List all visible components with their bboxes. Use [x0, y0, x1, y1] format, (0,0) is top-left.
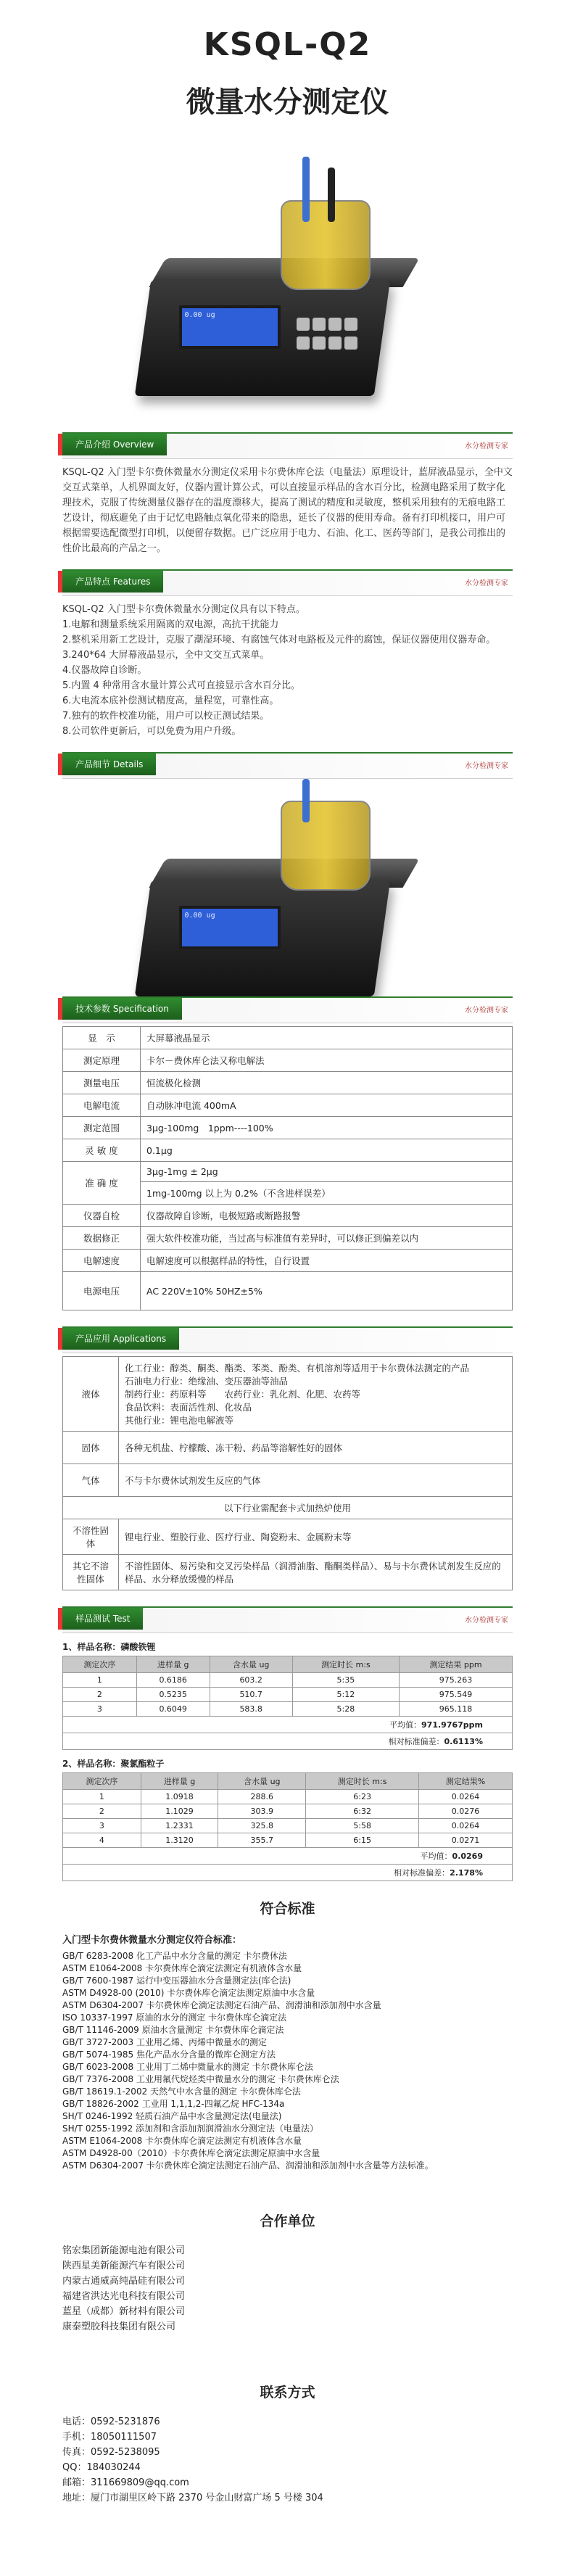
spec-key: 电解电流	[63, 1094, 141, 1117]
overview-text: KSQL-Q2 入门型卡尔费休微量水分测定仪采用卡尔费休库仑法（电量法）原理设计，蓝屏液晶显示，全中文交互式菜单，人机界面友好，仪器内置计算公式，可以直接显示样品的含水百分比，检测电路采用了数字化理技术，克服了传统测量仪器存在的温度漂移大，提高了测试的精度和灵敏度，整机采用独有的无痕电路工艺设计，彻底避免了由于记忆电路触点氧化带来的隐患，延长了仪器的使用寿命。备有打印机接口，用户可根据需要选配微型打印机，以便留存数据。已广泛应用于电力、石油、化工、医药等部门，是我公司推出的性价比最高的产品之一。	[62, 467, 513, 554]
cell: 0.0264	[419, 1819, 513, 1833]
spec-key: 灵 敏 度	[63, 1139, 141, 1162]
spec-value: 0.1μg	[141, 1139, 513, 1162]
cell: 975.263	[400, 1673, 513, 1688]
table-row	[63, 1819, 513, 1833]
app-key: 不溶性固体	[63, 1519, 119, 1555]
spec-table	[62, 1026, 513, 1310]
standards-title: 入门型卡尔费休微量水分测定仪符合标准：	[62, 1935, 242, 1946]
spec-value: 3μg-100mg 1ppm----100%	[141, 1117, 513, 1139]
apps-banner	[62, 1326, 513, 1353]
features-list	[62, 602, 513, 739]
app-key: 其它不溶性固体	[63, 1555, 119, 1590]
avg-value: 0.0269	[452, 1852, 483, 1861]
spec-value: 卡尔－费休库仑法又称电解法	[141, 1049, 513, 1072]
standard-item: GB/T 7600-1987 运行中变压器油水分含量测定法(库仑法)	[62, 1976, 291, 1986]
details-banner	[62, 752, 513, 779]
feature-item: 8.公司软件更新后，可以免费为用户升级。	[62, 726, 241, 737]
spec-key: 准 确 度	[63, 1162, 141, 1205]
product-name: 微量水分测定仪	[186, 86, 389, 119]
app-key: 固体	[63, 1432, 119, 1464]
contact-list	[62, 2414, 513, 2506]
table-row	[63, 1717, 513, 1733]
spec-key: 显 示	[63, 1027, 141, 1049]
product-image	[99, 142, 476, 432]
cell: 1.1029	[141, 1804, 218, 1819]
spec-banner	[62, 996, 513, 1023]
device-screen: 0.00 ug	[179, 906, 281, 949]
test-tag: 样品测试 Test	[62, 1608, 143, 1630]
table-row	[63, 1049, 513, 1072]
apps-table	[62, 1356, 513, 1590]
cell: 975.549	[400, 1688, 513, 1702]
standard-item: GB/T 3727-2003 工业用乙烯、丙烯中微量水的测定	[62, 2037, 267, 2047]
avg-label: 平均值：	[420, 1852, 452, 1861]
cell: 2	[63, 1688, 137, 1702]
test-banner	[62, 1606, 513, 1633]
feature-item: 1.电解和测量系统采用隔离的双电源，高抗干扰能力	[62, 619, 279, 630]
standard-item: GB/T 11146-2009 原油水含量测定 卡尔费休库仑滴定法	[62, 2025, 284, 2035]
features-banner	[62, 569, 513, 596]
features-tag: 产品特点 Features	[62, 571, 163, 593]
table-row	[63, 1432, 513, 1464]
table-row	[63, 1250, 513, 1272]
table-row	[63, 1733, 513, 1750]
summary-cell	[63, 1848, 513, 1865]
partner-item: 福建省洪达光电科技有限公司	[62, 2291, 186, 2302]
feature-item: 7.独有的软件校准功能，用户可以校正测试结果。	[62, 711, 270, 722]
standards-heading: 符合标准	[260, 1901, 315, 1917]
spec-value: 3μg-1mg ± 2μg	[141, 1162, 513, 1182]
spec-key: 测量电压	[63, 1072, 141, 1094]
cell: 1	[63, 1673, 137, 1688]
cell: 6:15	[306, 1833, 419, 1848]
cell: 1	[63, 1790, 141, 1804]
spec-value: 强大软件校准功能，当过高与标准值有差异时，可以修正到偏差以内	[141, 1227, 513, 1250]
cell: 5:28	[292, 1702, 399, 1717]
app-key: 液体	[63, 1357, 119, 1432]
electrode	[302, 157, 310, 222]
spec-key: 测定范围	[63, 1117, 141, 1139]
spec-tag: 技术参数 Specification	[62, 998, 182, 1020]
cell: 2	[63, 1804, 141, 1819]
standards-list	[62, 1950, 513, 2172]
partner-item: 陕西星美新能源汽车有限公司	[62, 2261, 186, 2271]
table-row	[63, 1702, 513, 1717]
spec-value: 1mg-100mg 以上为 0.2%（不含进样误差）	[141, 1182, 513, 1205]
feature-item: KSQL-Q2 入门型卡尔费休微量水分测定仪具有以下特点。	[62, 604, 305, 615]
electrode	[328, 168, 335, 222]
cell: 6:23	[306, 1790, 419, 1804]
titration-vessel	[281, 200, 371, 290]
partner-item: 蓝星（成都）新材料有限公司	[62, 2306, 186, 2317]
partners-heading: 合作单位	[260, 2213, 315, 2229]
app-value: 不与卡尔费休试剂发生反应的气体	[119, 1464, 513, 1497]
table-row	[63, 1673, 513, 1688]
table-header	[63, 1656, 513, 1673]
col-header: 测定时长 m:s	[292, 1656, 399, 1673]
spec-value: 恒流极化检测	[141, 1072, 513, 1094]
standard-item: GB/T 7376-2008 工业用氟代烷烃类中微量水分的测定 卡尔费休库仑法	[62, 2074, 339, 2084]
app-line: 化工行业：醇类、酮类、酯类、苯类、酚类、有机溶剂等适用于卡尔费休法测定的产品	[125, 1363, 470, 1374]
overview-tag: 产品介绍 Overview	[62, 434, 167, 455]
standard-item: ASTM E1064-2008 卡尔费休库仑滴定法测定有机液体含水量	[62, 1963, 302, 1973]
contact-phone: 电话：0592-5231876	[62, 2416, 160, 2427]
col-header: 测定结果%	[419, 1773, 513, 1790]
contact-mobile: 手机：18050111507	[62, 2432, 157, 2443]
standard-item: ASTM E1064-2008 卡尔费休库仑滴定法测定有机液体含水量	[62, 2136, 302, 2146]
summary-cell	[63, 1733, 513, 1750]
cell: 325.8	[218, 1819, 306, 1833]
rsd-value: 0.6113%	[444, 1737, 483, 1746]
cell: 0.5235	[136, 1688, 210, 1702]
cell: 0.0264	[419, 1790, 513, 1804]
contact-address: 地址：厦门市湖里区岭下路 2370 号金山财富广场 5 号楼 304	[62, 2493, 323, 2503]
standard-item: ASTM D4928-00（2010）卡尔费休库仑滴定法测定原油中水含量	[62, 2148, 320, 2158]
titration-vessel	[281, 801, 371, 891]
spec-key: 电源电压	[63, 1272, 141, 1310]
cell: 5:12	[292, 1688, 399, 1702]
cell: 5:35	[292, 1673, 399, 1688]
app-key: 气体	[63, 1464, 119, 1497]
table-row	[63, 1139, 513, 1162]
spec-key: 测定原理	[63, 1049, 141, 1072]
table-row	[63, 1497, 513, 1519]
model-title: KSQL-Q2	[203, 26, 372, 63]
col-header: 含水量 ug	[210, 1656, 292, 1673]
table-row	[63, 1848, 513, 1865]
app-note: 以下行业需配套卡式加热炉使用	[63, 1497, 513, 1519]
cell: 0.0276	[419, 1804, 513, 1819]
cell: 510.7	[210, 1688, 292, 1702]
partner-item: 内蒙古通威高纯晶硅有限公司	[62, 2276, 186, 2287]
test2-table	[62, 1772, 513, 1881]
cell: 1.2331	[141, 1819, 218, 1833]
cell: 0.0271	[419, 1833, 513, 1848]
standard-item: GB/T 18619.1-2002 天然气中水含量的测定 卡尔费休库仑法	[62, 2086, 301, 2097]
test1-table	[62, 1656, 513, 1750]
rsd-label: 相对标准偏差：	[394, 1868, 450, 1878]
app-line: 制药行业：药原料等 农药行业：乳化剂、化肥、农药等	[125, 1389, 361, 1400]
standard-item: ISO 10337-1997 原油的水分的测定 卡尔费休库仑滴定法	[62, 2012, 287, 2023]
cell: 0.6049	[136, 1702, 210, 1717]
cell: 1.3120	[141, 1833, 218, 1848]
avg-label: 平均值：	[389, 1720, 422, 1730]
standard-item: SH/T 0246-1992 轻质石油产品中水含量测定法(电量法)	[62, 2111, 282, 2121]
details-tag: 产品细节 Details	[62, 754, 156, 775]
overview-banner	[62, 432, 513, 459]
col-header: 进样量 g	[136, 1656, 210, 1673]
table-row	[63, 1272, 513, 1310]
col-header: 进样量 g	[141, 1773, 218, 1790]
cell: 5:58	[306, 1819, 419, 1833]
standard-item: GB/T 6023-2008 工业用丁二烯中微量水的测定 卡尔费休库仑法	[62, 2062, 313, 2072]
cell: 603.2	[210, 1673, 292, 1688]
feature-item: 5.内置 4 种常用含水量计算公式可直接显示含水百分比。	[62, 680, 300, 691]
contact-heading: 联系方式	[260, 2385, 315, 2400]
standard-item: GB/T 18826-2002 工业用 1,1,1,2-四氟乙烷 HFC-134a	[62, 2099, 285, 2109]
brand-tag: 水分检测专家	[465, 1007, 508, 1015]
feature-item: 3.240*64 大屏幕液晶显示，全中文交互式菜单。	[62, 650, 270, 661]
col-header: 测定次序	[63, 1656, 137, 1673]
table-row	[63, 1688, 513, 1702]
test2-title: 2、样品名称：聚氯酯粒子	[62, 1759, 165, 1769]
standard-item: ASTM D6304-2007 卡尔费休库仑滴定法测定石油产品、润滑油和添加剂中水含量	[62, 2000, 381, 2010]
standard-item: ASTM D4928-00 (2010) 卡尔费休库仑滴定法测定原油中水含量	[62, 1988, 315, 1998]
standard-item: ASTM D6304-2007 卡尔费休库仑滴定法测定石油产品、润滑油和添加剂中水含量等方法标准。	[62, 2160, 434, 2171]
device-keypad	[295, 316, 360, 352]
spec-key: 电解速度	[63, 1250, 141, 1272]
summary-cell	[63, 1717, 513, 1733]
app-line: 石油电力行业：绝缘油、变压器油等油品	[125, 1376, 289, 1387]
standard-item: SH/T 0255-1992 添加剂和含添加剂润滑油水分测定法（电量法）	[62, 2123, 319, 2134]
table-row	[63, 1464, 513, 1497]
avg-value: 971.9767ppm	[421, 1720, 483, 1730]
contact-email[interactable]: 邮箱：311669809@qq.com	[62, 2477, 189, 2488]
cell: 303.9	[218, 1804, 306, 1819]
col-header: 测定结果 ppm	[400, 1656, 513, 1673]
table-row	[63, 1094, 513, 1117]
standard-item: GB/T 6283-2008 化工产品中水分含量的测定 卡尔费休法	[62, 1951, 287, 1961]
contact-qq: QQ：184030244	[62, 2462, 141, 2473]
brand-tag: 水分检测专家	[465, 442, 508, 450]
app-value	[119, 1357, 513, 1432]
cell: 1.0918	[141, 1790, 218, 1804]
brand-tag: 水分检测专家	[465, 762, 508, 770]
app-line: 食品饮料：表面活性剂、化妆品	[125, 1402, 252, 1413]
cell: 583.8	[210, 1702, 292, 1717]
cell: 288.6	[218, 1790, 306, 1804]
table-row	[63, 1227, 513, 1250]
product-detail-image	[99, 779, 476, 996]
spec-value: 仪器故障自诊断，电极短路或断路报警	[141, 1205, 513, 1227]
contact-fax: 传真：0592-5238095	[62, 2447, 160, 2458]
cell: 6:32	[306, 1804, 419, 1819]
rsd-label: 相对标准偏差：	[388, 1737, 444, 1746]
table-row	[63, 1790, 513, 1804]
col-header: 含水量 ug	[218, 1773, 306, 1790]
col-header: 测定次序	[63, 1773, 141, 1790]
cell: 3	[63, 1702, 137, 1717]
app-value: 锂电行业、塑胶行业、医疗行业、陶瓷粉末、金属粉末等	[119, 1519, 513, 1555]
partner-item: 康泰塑胶科技集团有限公司	[62, 2321, 176, 2332]
table-row	[63, 1833, 513, 1848]
table-row	[63, 1804, 513, 1819]
app-value: 各种无机盐、柠檬酸、冻干粉、药品等溶解性好的固体	[119, 1432, 513, 1464]
rsd-value: 2.178%	[450, 1868, 483, 1878]
table-row	[63, 1519, 513, 1555]
table-header	[63, 1773, 513, 1790]
feature-item: 6.大电流本底补偿测试精度高，量程宽，可靠性高。	[62, 695, 279, 706]
table-row	[63, 1027, 513, 1049]
cell: 965.118	[400, 1702, 513, 1717]
cell: 355.7	[218, 1833, 306, 1848]
cell: 0.6186	[136, 1673, 210, 1688]
table-row	[63, 1555, 513, 1590]
feature-item: 2.整机采用新工艺设计，克服了潮湿环境、有腐蚀气体对电路板及元件的腐蚀，保证仪器使用仪器寿命。	[62, 635, 496, 645]
spec-key: 数据修正	[63, 1227, 141, 1250]
col-header: 测定时长 m:s	[306, 1773, 419, 1790]
test1-title: 1、样品名称：磷酸铁锂	[62, 1642, 156, 1652]
feature-item: 4.仪器故障自诊断。	[62, 665, 147, 676]
table-row	[63, 1117, 513, 1139]
cell: 4	[63, 1833, 141, 1848]
table-row	[63, 1205, 513, 1227]
partners-list	[62, 2243, 513, 2334]
spec-value: AC 220V±10% 50HZ±5%	[141, 1272, 513, 1310]
spec-key: 仪器自检	[63, 1205, 141, 1227]
standard-item: GB/T 5074-1985 焦化产品水分含量的微库仑测定方法	[62, 2049, 276, 2060]
brand-tag: 水分检测专家	[465, 1617, 508, 1625]
electrode	[302, 779, 310, 822]
brand-tag: 水分检测专家	[465, 579, 508, 587]
app-line: 其他行业：锂电池电解液等	[125, 1415, 234, 1426]
table-row	[63, 1865, 513, 1881]
app-value: 不溶性固体、易污染和交叉污染样品（润滑油脂、酯酮类样品）、易与卡尔费休试剂发生反应的样品、水分释放缓慢的样品	[119, 1555, 513, 1590]
summary-cell	[63, 1865, 513, 1881]
spec-value: 电解速度可以根据样品的特性，自行设置	[141, 1250, 513, 1272]
apps-tag: 产品应用 Applications	[62, 1328, 179, 1350]
table-row	[63, 1162, 513, 1182]
spec-value: 自动脉冲电流 400mA	[141, 1094, 513, 1117]
cell: 3	[63, 1819, 141, 1833]
device-screen: 0.00 ug	[179, 305, 281, 349]
partner-item: 铭宏集团新能源电池有限公司	[62, 2245, 186, 2256]
table-row	[63, 1072, 513, 1094]
spec-value: 大屏幕液晶显示	[141, 1027, 513, 1049]
table-row	[63, 1357, 513, 1432]
